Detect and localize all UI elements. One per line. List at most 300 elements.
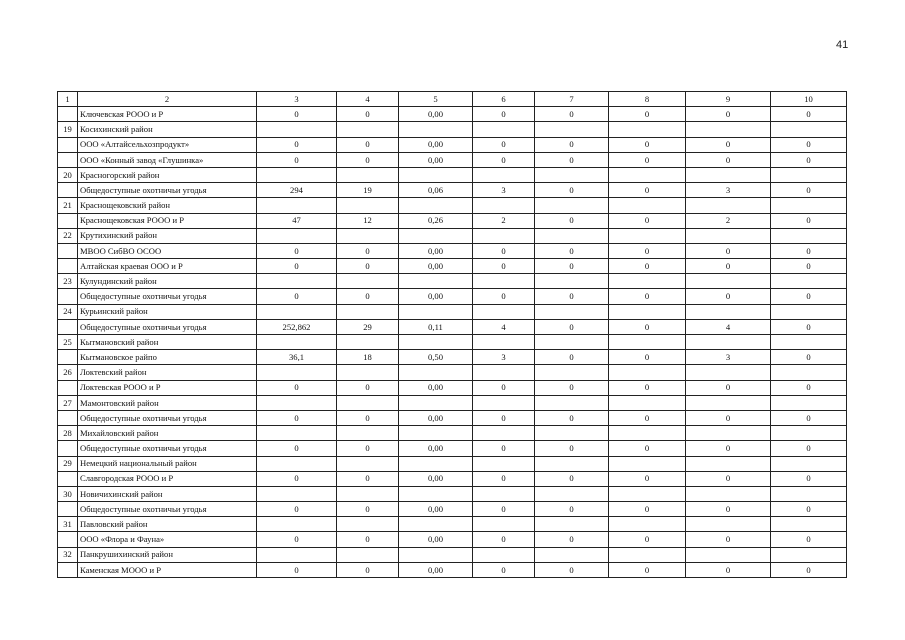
table-row (58, 243, 847, 258)
value-cell: 0 (771, 243, 847, 258)
value-cell: 0 (535, 213, 609, 228)
value-cell (337, 228, 399, 243)
value-cell (686, 426, 771, 441)
table-row (58, 441, 847, 456)
value-cell (686, 274, 771, 289)
value-cell: 0 (473, 562, 535, 577)
value-cell (257, 198, 337, 213)
value-cell: 0 (686, 243, 771, 258)
column-header: 5 (399, 92, 473, 107)
value-cell: 0 (609, 259, 686, 274)
value-cell: 0 (686, 502, 771, 517)
row-number-cell (58, 243, 78, 258)
value-cell: 0 (609, 562, 686, 577)
row-name-cell: Кулундинский район (78, 274, 257, 289)
value-cell: 0 (473, 471, 535, 486)
value-cell (473, 456, 535, 471)
value-cell (771, 456, 847, 471)
value-cell: 0 (771, 441, 847, 456)
value-cell: 0 (473, 107, 535, 122)
value-cell: 0 (771, 471, 847, 486)
row-name-cell: Каменская МООО и Р (78, 562, 257, 577)
value-cell: 0,06 (399, 183, 473, 198)
row-name-cell: Мамонтовский район (78, 395, 257, 410)
value-cell: 0 (609, 243, 686, 258)
value-cell: 0 (535, 319, 609, 334)
value-cell (771, 274, 847, 289)
value-cell: 3 (473, 183, 535, 198)
value-cell (609, 456, 686, 471)
value-cell (399, 456, 473, 471)
table-row (58, 502, 847, 517)
value-cell: 2 (686, 213, 771, 228)
row-number-cell (58, 532, 78, 547)
value-cell (535, 486, 609, 501)
value-cell (609, 198, 686, 213)
value-cell: 0 (771, 502, 847, 517)
row-name-cell: Локтевская РООО и Р (78, 380, 257, 395)
value-cell: 4 (686, 319, 771, 334)
hunting-data-table (57, 91, 847, 578)
value-cell: 0 (337, 380, 399, 395)
row-name-cell: ООО «Конный завод «Глушинка» (78, 152, 257, 167)
value-cell (257, 456, 337, 471)
column-header: 9 (686, 92, 771, 107)
row-name-cell: Новичихинский район (78, 486, 257, 501)
table-row (58, 122, 847, 137)
column-header: 8 (609, 92, 686, 107)
value-cell: 0 (609, 213, 686, 228)
value-cell (686, 547, 771, 562)
value-cell (473, 122, 535, 137)
value-cell: 0 (535, 410, 609, 425)
value-cell: 0 (473, 441, 535, 456)
value-cell: 47 (257, 213, 337, 228)
value-cell (257, 365, 337, 380)
value-cell: 0 (686, 441, 771, 456)
value-cell: 0 (771, 213, 847, 228)
value-cell (257, 167, 337, 182)
table-row (58, 183, 847, 198)
value-cell (399, 304, 473, 319)
value-cell: 0 (337, 441, 399, 456)
row-number-cell (58, 289, 78, 304)
value-cell: 0,00 (399, 107, 473, 122)
value-cell: 0,00 (399, 243, 473, 258)
row-name-cell: Общедоступные охотничьи угодья (78, 183, 257, 198)
row-number-cell: 28 (58, 426, 78, 441)
table-row (58, 259, 847, 274)
value-cell: 18 (337, 350, 399, 365)
row-name-cell: МВОО СибВО ОСОО (78, 243, 257, 258)
value-cell: 0,00 (399, 441, 473, 456)
value-cell: 0 (686, 410, 771, 425)
value-cell (337, 517, 399, 532)
value-cell: 0,50 (399, 350, 473, 365)
value-cell: 36,1 (257, 350, 337, 365)
row-number-cell: 23 (58, 274, 78, 289)
row-number-cell: 27 (58, 395, 78, 410)
value-cell: 0 (609, 152, 686, 167)
value-cell: 0,00 (399, 152, 473, 167)
value-cell: 0 (337, 471, 399, 486)
column-header: 1 (58, 92, 78, 107)
value-cell (473, 228, 535, 243)
value-cell (535, 335, 609, 350)
value-cell (609, 426, 686, 441)
row-name-cell: Павловский район (78, 517, 257, 532)
row-number-cell (58, 410, 78, 425)
table-row (58, 456, 847, 471)
table-row (58, 517, 847, 532)
value-cell (535, 274, 609, 289)
value-cell (609, 547, 686, 562)
value-cell: 4 (473, 319, 535, 334)
value-cell: 0 (257, 441, 337, 456)
value-cell: 0 (535, 441, 609, 456)
value-cell: 0 (473, 243, 535, 258)
value-cell: 0 (771, 183, 847, 198)
table-row (58, 410, 847, 425)
value-cell: 0 (686, 259, 771, 274)
value-cell (337, 167, 399, 182)
value-cell (609, 228, 686, 243)
value-cell (257, 517, 337, 532)
value-cell (771, 517, 847, 532)
value-cell (257, 426, 337, 441)
value-cell (257, 122, 337, 137)
value-cell: 0 (257, 259, 337, 274)
value-cell: 0 (535, 183, 609, 198)
value-cell: 0 (337, 243, 399, 258)
value-cell: 0 (609, 441, 686, 456)
value-cell: 0 (473, 259, 535, 274)
value-cell (609, 365, 686, 380)
value-cell (535, 456, 609, 471)
value-cell: 0 (535, 107, 609, 122)
value-cell (771, 304, 847, 319)
value-cell: 3 (686, 183, 771, 198)
column-header: 4 (337, 92, 399, 107)
value-cell (399, 335, 473, 350)
table-row (58, 289, 847, 304)
row-name-cell: Общедоступные охотничьи угодья (78, 289, 257, 304)
value-cell (686, 167, 771, 182)
value-cell (609, 274, 686, 289)
value-cell: 0,00 (399, 502, 473, 517)
value-cell: 0 (686, 289, 771, 304)
value-cell: 0 (686, 562, 771, 577)
value-cell: 0 (686, 152, 771, 167)
row-name-cell: Общедоступные охотничьи угодья (78, 441, 257, 456)
value-cell (686, 456, 771, 471)
value-cell: 0 (473, 289, 535, 304)
value-cell (399, 395, 473, 410)
value-cell (686, 228, 771, 243)
value-cell: 0,00 (399, 532, 473, 547)
value-cell: 0 (535, 243, 609, 258)
row-number-cell: 24 (58, 304, 78, 319)
value-cell: 0 (535, 259, 609, 274)
value-cell (399, 365, 473, 380)
value-cell: 0,00 (399, 380, 473, 395)
row-number-cell (58, 441, 78, 456)
row-number-cell (58, 152, 78, 167)
table-row (58, 304, 847, 319)
value-cell: 0 (771, 137, 847, 152)
row-number-cell: 29 (58, 456, 78, 471)
value-cell: 0 (771, 107, 847, 122)
value-cell (399, 122, 473, 137)
value-cell: 0 (771, 380, 847, 395)
table-row (58, 274, 847, 289)
row-name-cell: ООО «Флора и Фауна» (78, 532, 257, 547)
value-cell (686, 335, 771, 350)
row-number-cell: 20 (58, 167, 78, 182)
value-cell: 0 (686, 471, 771, 486)
value-cell: 0 (337, 502, 399, 517)
row-name-cell: Краснощековская РООО и Р (78, 213, 257, 228)
value-cell (473, 426, 535, 441)
value-cell: 0 (686, 380, 771, 395)
value-cell (473, 335, 535, 350)
table-row (58, 365, 847, 380)
value-cell: 0 (337, 562, 399, 577)
value-cell: 0 (257, 152, 337, 167)
value-cell: 0 (609, 183, 686, 198)
row-number-cell: 32 (58, 547, 78, 562)
value-cell: 0 (609, 502, 686, 517)
value-cell (399, 274, 473, 289)
value-cell: 0,00 (399, 289, 473, 304)
value-cell: 0,00 (399, 471, 473, 486)
value-cell: 294 (257, 183, 337, 198)
value-cell: 0 (771, 562, 847, 577)
row-name-cell: Алтайская краевая ООО и Р (78, 259, 257, 274)
value-cell (535, 365, 609, 380)
table-row (58, 547, 847, 562)
table-row (58, 350, 847, 365)
value-cell (535, 228, 609, 243)
table-row (58, 137, 847, 152)
value-cell (771, 547, 847, 562)
value-cell (399, 426, 473, 441)
value-cell: 12 (337, 213, 399, 228)
value-cell (686, 122, 771, 137)
row-number-cell (58, 259, 78, 274)
value-cell (337, 547, 399, 562)
value-cell (535, 517, 609, 532)
value-cell (686, 517, 771, 532)
value-cell (686, 395, 771, 410)
row-number-cell (58, 502, 78, 517)
value-cell: 0 (257, 107, 337, 122)
value-cell: 0,11 (399, 319, 473, 334)
table-row (58, 228, 847, 243)
table-row (58, 319, 847, 334)
value-cell: 0 (257, 410, 337, 425)
value-cell: 0,00 (399, 259, 473, 274)
table-row (58, 380, 847, 395)
value-cell: 0 (771, 350, 847, 365)
value-cell: 0 (609, 289, 686, 304)
value-cell: 0 (771, 410, 847, 425)
column-header: 10 (771, 92, 847, 107)
value-cell: 0 (473, 410, 535, 425)
value-cell: 0 (337, 107, 399, 122)
value-cell: 0 (609, 350, 686, 365)
value-cell (686, 304, 771, 319)
row-name-cell: Общедоступные охотничьи угодья (78, 319, 257, 334)
value-cell: 0 (257, 532, 337, 547)
value-cell: 0 (771, 152, 847, 167)
row-number-cell (58, 183, 78, 198)
value-cell (337, 304, 399, 319)
value-cell (399, 198, 473, 213)
value-cell: 0 (771, 319, 847, 334)
value-cell (535, 304, 609, 319)
value-cell (535, 547, 609, 562)
value-cell: 29 (337, 319, 399, 334)
value-cell (686, 365, 771, 380)
row-name-cell: Немецкий национальный район (78, 456, 257, 471)
table-row (58, 471, 847, 486)
value-cell: 0 (337, 152, 399, 167)
value-cell (473, 167, 535, 182)
row-name-cell: Кытмановское райпо (78, 350, 257, 365)
value-cell: 0 (609, 532, 686, 547)
value-cell: 0 (535, 137, 609, 152)
column-header: 3 (257, 92, 337, 107)
value-cell: 0,00 (399, 410, 473, 425)
value-cell: 0 (473, 532, 535, 547)
table-row (58, 395, 847, 410)
row-number-cell (58, 107, 78, 122)
row-name-cell: Косихинский район (78, 122, 257, 137)
value-cell: 0 (686, 532, 771, 547)
column-header: 2 (78, 92, 257, 107)
value-cell (771, 365, 847, 380)
row-number-cell (58, 137, 78, 152)
row-number-cell: 26 (58, 365, 78, 380)
value-cell: 0 (257, 380, 337, 395)
row-number-cell: 21 (58, 198, 78, 213)
value-cell: 0 (337, 532, 399, 547)
row-number-cell: 31 (58, 517, 78, 532)
value-cell (771, 228, 847, 243)
value-cell: 0 (609, 319, 686, 334)
value-cell (771, 198, 847, 213)
row-name-cell: Краснощековский район (78, 198, 257, 213)
value-cell (609, 486, 686, 501)
value-cell: 0 (609, 137, 686, 152)
value-cell (609, 335, 686, 350)
value-cell (609, 395, 686, 410)
value-cell: 0 (771, 259, 847, 274)
value-cell: 0,00 (399, 137, 473, 152)
value-cell (399, 547, 473, 562)
value-cell (473, 365, 535, 380)
row-name-cell: Курьинский район (78, 304, 257, 319)
row-number-cell (58, 471, 78, 486)
row-name-cell: Михайловский район (78, 426, 257, 441)
table-row (58, 562, 847, 577)
value-cell (473, 547, 535, 562)
value-cell (473, 486, 535, 501)
row-number-cell (58, 380, 78, 395)
value-cell (686, 198, 771, 213)
table-row (58, 335, 847, 350)
value-cell (535, 167, 609, 182)
value-cell: 0 (535, 350, 609, 365)
value-cell (771, 426, 847, 441)
row-number-cell (58, 562, 78, 577)
row-number-cell (58, 350, 78, 365)
value-cell: 0 (535, 471, 609, 486)
value-cell (473, 198, 535, 213)
value-cell (771, 395, 847, 410)
value-cell (399, 167, 473, 182)
row-name-cell: Локтевский район (78, 365, 257, 380)
value-cell: 0 (686, 137, 771, 152)
value-cell: 0 (535, 502, 609, 517)
value-cell: 0,00 (399, 562, 473, 577)
table-row (58, 426, 847, 441)
row-name-cell: Ключевская РООО и Р (78, 107, 257, 122)
value-cell: 0 (609, 380, 686, 395)
value-cell (535, 122, 609, 137)
row-name-cell: Крутихинский район (78, 228, 257, 243)
value-cell (473, 517, 535, 532)
table-row (58, 486, 847, 501)
table-row (58, 198, 847, 213)
value-cell (535, 198, 609, 213)
row-name-cell: Кытмановский район (78, 335, 257, 350)
row-name-cell: Общедоступные охотничьи угодья (78, 410, 257, 425)
value-cell: 0 (473, 137, 535, 152)
value-cell (399, 517, 473, 532)
value-cell: 0,26 (399, 213, 473, 228)
value-cell (771, 335, 847, 350)
value-cell: 0 (535, 152, 609, 167)
page-number: 41 (836, 39, 849, 51)
row-name-cell: Общедоступные охотничьи угодья (78, 502, 257, 517)
value-cell (337, 122, 399, 137)
value-cell: 0 (337, 259, 399, 274)
value-cell: 0 (609, 410, 686, 425)
value-cell (473, 304, 535, 319)
value-cell: 0 (609, 471, 686, 486)
value-cell: 2 (473, 213, 535, 228)
value-cell (473, 395, 535, 410)
row-number-cell (58, 213, 78, 228)
value-cell: 3 (473, 350, 535, 365)
value-cell (609, 517, 686, 532)
value-cell (609, 167, 686, 182)
row-name-cell: Славгородская РООО и Р (78, 471, 257, 486)
value-cell (337, 335, 399, 350)
table-row (58, 213, 847, 228)
value-cell (337, 426, 399, 441)
value-cell (535, 426, 609, 441)
value-cell (257, 395, 337, 410)
row-number-cell: 19 (58, 122, 78, 137)
value-cell (257, 547, 337, 562)
value-cell: 0 (535, 380, 609, 395)
value-cell (771, 167, 847, 182)
row-name-cell: Красногорский район (78, 167, 257, 182)
value-cell: 0 (337, 289, 399, 304)
